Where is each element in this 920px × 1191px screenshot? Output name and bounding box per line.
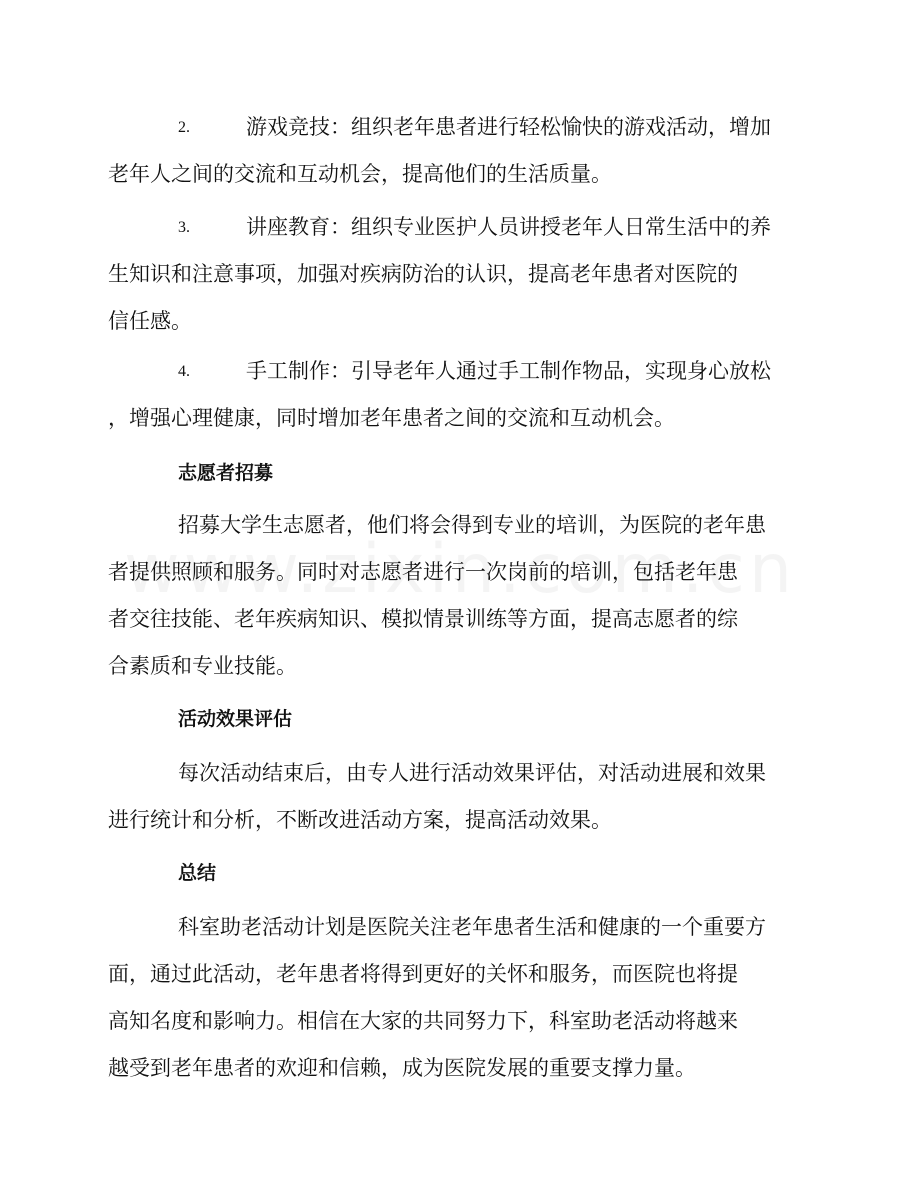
list-item-text: 老年人之间的交流和互动机会，提高他们的生活质量。 bbox=[108, 162, 612, 186]
paragraph-text: 高知名度和影响力。相信在大家的共同努力下，科室助老活动将越来 bbox=[108, 1009, 738, 1033]
list-item-text: 手工制作：引导老年人通过手工制作物品，实现身心放松 bbox=[246, 359, 771, 383]
list-item-number: 3. bbox=[178, 219, 190, 236]
list-item-number: 4. bbox=[178, 363, 190, 380]
list-item-2 bbox=[108, 104, 780, 198]
paragraph-line bbox=[108, 502, 780, 549]
paragraph-text: 越受到老年患者的欢迎和信赖，成为医院发展的重要支撑力量。 bbox=[108, 1056, 696, 1080]
list-item-number: 2. bbox=[178, 119, 190, 136]
section-paragraph bbox=[108, 750, 780, 844]
section-paragraph bbox=[108, 502, 780, 690]
list-item-text: 信任感。 bbox=[108, 309, 192, 333]
list-item-text: ，增强心理健康，同时增加老年患者之间的交流和互动机会。 bbox=[108, 406, 675, 430]
paragraph-line bbox=[108, 750, 780, 797]
paragraph-text: 者提供照顾和服务。同时对志愿者进行一次岗前的培训，包括老年患 bbox=[108, 560, 738, 584]
section-heading: 总结 bbox=[178, 862, 217, 884]
list-item-line bbox=[108, 204, 780, 251]
paragraph-text: 招募大学生志愿者，他们将会得到专业的培训，为医院的老年患 bbox=[178, 513, 766, 537]
list-item-3 bbox=[108, 204, 780, 345]
paragraph-text: 进行统计和分析，不断改进活动方案，提高活动效果。 bbox=[108, 808, 612, 832]
paragraph-line bbox=[108, 904, 780, 951]
paragraph-text: 每次活动结束后，由专人进行活动效果评估，对活动进展和效果 bbox=[178, 761, 766, 785]
paragraph-text: 面，通过此活动，老年患者将得到更好的关怀和服务，而医院也将提 bbox=[108, 962, 738, 986]
list-item-line bbox=[108, 104, 780, 151]
list-item-4 bbox=[108, 348, 780, 442]
section-paragraph bbox=[108, 904, 780, 1092]
section-heading: 志愿者招募 bbox=[178, 462, 274, 484]
list-item-line bbox=[108, 348, 780, 395]
section-heading: 活动效果评估 bbox=[178, 708, 293, 730]
paragraph-text: 者交往技能、老年疾病知识、模拟情景训练等方面，提高志愿者的综 bbox=[108, 607, 738, 631]
paragraph-text: 科室助老活动计划是医院关注老年患者生活和健康的一个重要方 bbox=[178, 915, 766, 939]
list-item-text: 生知识和注意事项，加强对疾病防治的认识，提高老年患者对医院的 bbox=[108, 262, 738, 286]
paragraph-text: 合素质和专业技能。 bbox=[108, 654, 297, 678]
list-item-text: 游戏竞技：组织老年患者进行轻松愉快的游戏活动，增加 bbox=[246, 115, 771, 139]
list-item-text: 讲座教育：组织专业医护人员讲授老年人日常生活中的养 bbox=[246, 215, 771, 239]
